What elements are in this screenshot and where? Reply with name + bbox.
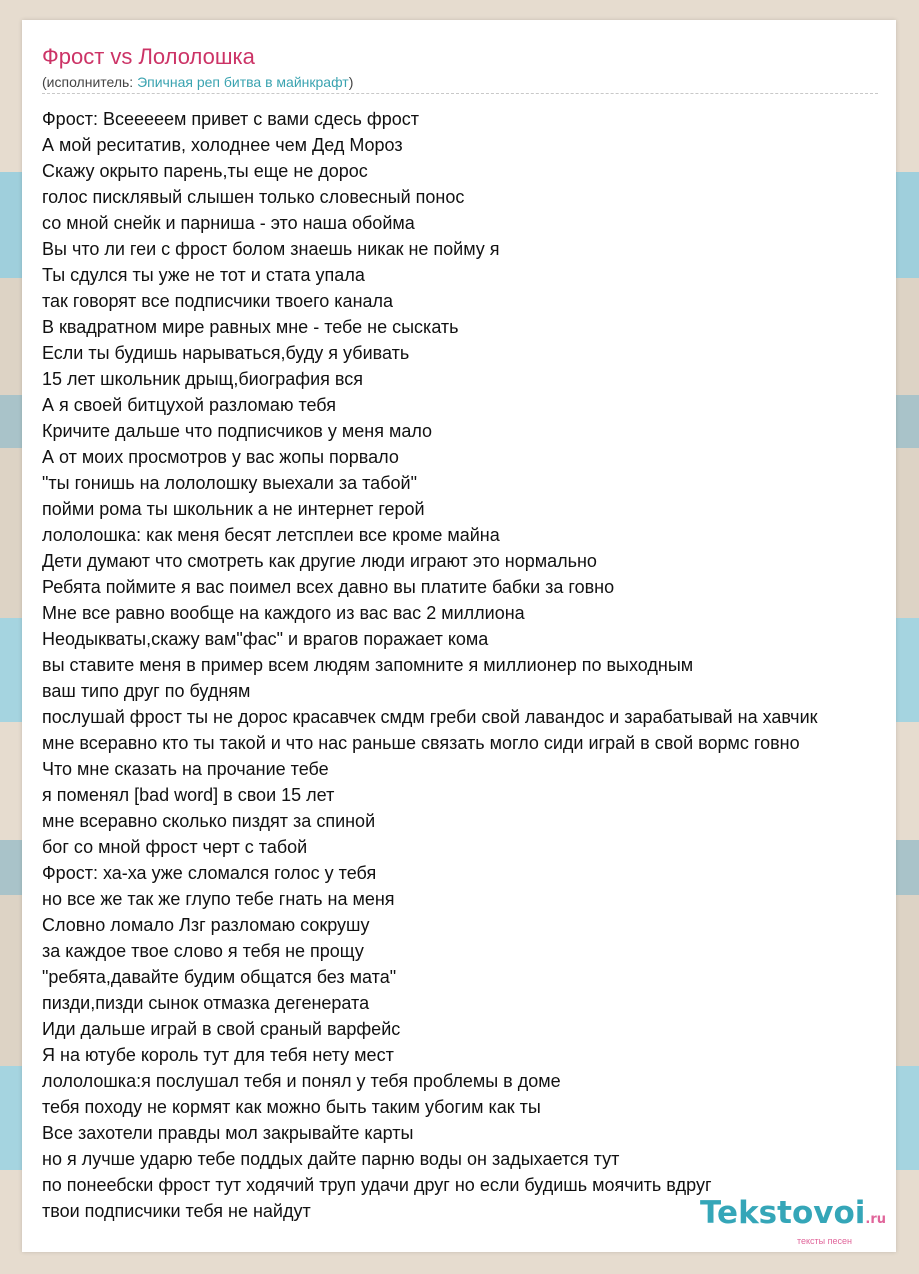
logo-wordmark [700,1197,886,1236]
lyric-line: так говорят все подписчики твоего канала [42,291,394,311]
lyric-line: тебя походу не кормят как можно быть таким убогим как ты [42,1097,541,1117]
lyric-line: пойми рома ты школьник а не интернет герой [42,499,425,519]
lyric-line: твои подписчики тебя не найдут [42,1201,311,1221]
lyric-line: я поменял [bad word] в свои 15 лет [42,785,335,805]
lyric-line: лололошка:я послушал тебя и понял у тебя проблемы в доме [42,1071,561,1091]
lyric-line: со мной снейк и парниша - это наша обойма [42,213,415,233]
logo-tagline: тексты песен [796,1236,852,1246]
lyric-line: по понеебски фрост тут ходячий труп удачи друг но если будишь моячить вдруг [42,1175,712,1195]
lyric-line: Я на ютубе король тут для тебя нету мест [42,1045,394,1065]
artist-line [42,73,353,91]
logo-name: Tekstovoi [700,1195,866,1231]
lyric-line: 15 лет школьник дрыщ,биография вся [42,369,364,389]
lyric-line: послушай фрост ты не дорос красавчек смдм греби свой лавандос и зарабатывай на хавчик [42,707,818,727]
lyric-line: пизди,пизди сынок отмазка дегенерата [42,993,370,1013]
lyric-line: Все захотели правды мол закрывайте карты [42,1123,414,1143]
lyric-line: А от моих просмотров у вас жопы порвало [42,447,399,467]
lyric-line: Иди дальше играй в свой сраный варфейс [42,1019,401,1039]
lyric-line: Фрост: ха-ха уже сломался голос у тебя [42,863,377,883]
song-title: Фрост vs Лололошка [42,44,255,69]
lyric-line: бог со мной фрост черт с табой [42,837,308,857]
lyric-line: Мне все равно вообще на каждого из вас вас 2 миллиона [42,603,525,623]
lyric-line: Словно ломало Лзг разломаю сокрушу [42,915,370,935]
lyric-line: вы ставите меня в пример всем людям запомните я миллионер по выходным [42,655,694,675]
lyric-line: Ты сдулся ты уже не тот и стата упала [42,265,365,285]
logo-tld: .ru [865,1212,886,1227]
lyric-line: Если ты будишь нарываться,буду я убивать [42,343,410,363]
lyric-line: "ребята,давайте будим общатся без мата" [42,967,397,987]
lyric-line: Ребята поймите я вас поимел всех давно вы платите бабки за говно [42,577,615,597]
lyric-line: "ты гонишь на лололошку выехали за табой" [42,473,417,493]
lyric-line: ваш типо друг по будням [42,681,251,701]
artist-link[interactable]: Эпичная реп битва в майнкрафт [137,74,349,90]
lyric-line: голос писклявый слышен только словесный понос [42,187,465,207]
lyric-line: Скажу окрыто парень,ты еще не дорос [42,161,368,181]
lyric-line: Что мне сказать на прочание тебе [42,759,329,779]
lyric-line: А мой реситатив, холоднее чем Дед Мороз [42,135,403,155]
lyric-line: Неодыкваты,скажу вам"фас" и врагов поражает кома [42,629,489,649]
lyrics-card [22,20,896,1252]
artist-prefix: (исполнитель: [42,74,138,90]
title-divider [42,93,878,94]
lyric-line: лололошка: как меня бесят летсплеи все кроме майна [42,525,500,545]
lyric-line: Фрост: Всееееем привет с вами сдесь фрост [42,109,419,129]
artist-suffix: ) [348,74,354,90]
lyric-line: за каждое твое слово я тебя не прощу [42,941,364,961]
lyrics-text [42,106,818,1224]
lyric-line: А я своей битцухой разломаю тебя [42,395,336,415]
lyric-line: Вы что ли геи с фрост болом знаешь никак не пойму я [42,239,500,259]
lyric-line: мне всеравно сколько пиздят за спиной [42,811,376,831]
lyric-line: В квадратном мире равных мне - тебе не сыскать [42,317,459,337]
site-logo[interactable] [700,1197,886,1246]
lyric-line: Дети думают что смотреть как другие люди играют это нормально [42,551,597,571]
lyric-line: но все же так же глупо тебе гнать на меня [42,889,395,909]
lyric-line: мне всеравно кто ты такой и что нас раньше связать могло сиди играй в свой вормс говно [42,733,800,753]
lyric-line: Кричите дальше что подписчиков у меня мало [42,421,433,441]
lyric-line: но я лучше ударю тебе поддых дайте парню воды он задыхается тут [42,1149,620,1169]
